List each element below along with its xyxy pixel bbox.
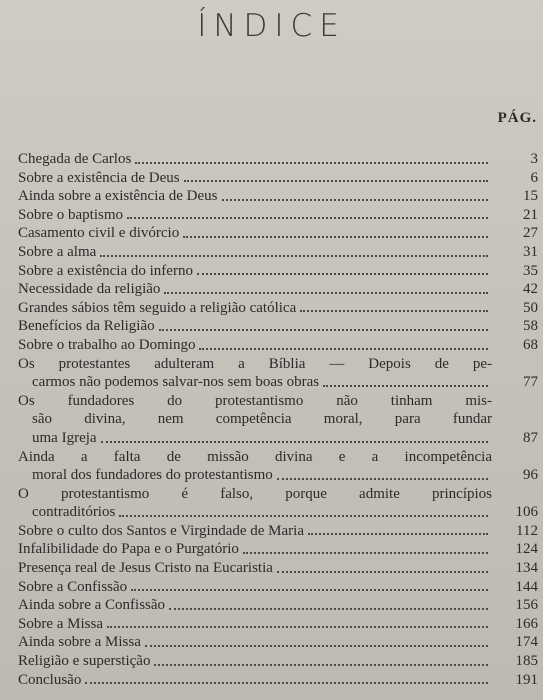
toc-entry-text: Ainda sobre a existência de Deus <box>18 188 218 205</box>
toc-entry-line <box>18 392 492 411</box>
toc-page-number: 15 <box>523 188 538 205</box>
toc-page-number: 77 <box>523 374 538 391</box>
toc-entry-title <box>18 652 492 671</box>
toc-entry-title <box>18 262 492 281</box>
table-of-contents <box>18 150 538 689</box>
toc-entry <box>18 522 538 541</box>
dot-leader <box>197 273 488 275</box>
toc-entry-text: O protestantismo é falso, porque admite princípios <box>18 485 492 502</box>
toc-entry-text: Necessidade da religião <box>18 281 161 298</box>
toc-entry <box>18 336 538 355</box>
toc-entry-text: moral dos fundadores do protestantismo <box>32 467 273 484</box>
toc-entry <box>18 299 538 318</box>
dot-leader <box>323 385 488 387</box>
dot-leader <box>119 515 488 517</box>
toc-page-number: 87 <box>523 429 538 446</box>
toc-entry-title <box>18 448 492 485</box>
toc-entry-text: Sobre o baptismo <box>18 206 123 223</box>
toc-entry-line <box>18 485 492 504</box>
toc-entry-text: Ainda sobre a Missa <box>18 634 141 651</box>
toc-page-number: 174 <box>515 634 538 651</box>
toc-entry-title <box>18 169 492 188</box>
toc-page-number: 106 <box>515 504 538 521</box>
toc-page-number: 96 <box>523 467 538 484</box>
toc-entry-text: Sobre a Missa <box>18 615 103 632</box>
toc-entry-title <box>18 206 492 225</box>
toc-entry-title <box>18 559 492 578</box>
dot-leader <box>85 682 488 684</box>
toc-entry-title <box>18 633 492 652</box>
dot-leader <box>145 645 488 647</box>
toc-entry-line <box>18 373 492 392</box>
toc-page-number: 58 <box>523 318 538 335</box>
toc-entry-text: carmos não podemos salvar-nos sem boas obras <box>32 374 320 391</box>
toc-entry <box>18 633 538 652</box>
toc-page-number: 156 <box>515 597 538 614</box>
toc-entry <box>18 317 538 336</box>
toc-entry <box>18 578 538 597</box>
toc-entry-text: uma Igreja <box>32 429 97 446</box>
dot-leader <box>164 292 488 294</box>
toc-entry-text: Sobre o trabalho ao Domingo <box>18 336 196 353</box>
toc-entry-title <box>18 224 492 243</box>
toc-entry-line <box>18 615 492 634</box>
toc-page-number: 68 <box>523 336 538 353</box>
toc-entry-text: contraditórios <box>32 504 116 521</box>
toc-entry-text: Sobre a Confissão <box>18 578 128 595</box>
toc-entry-line <box>18 410 492 429</box>
toc-entry-text: Grandes sábios têm seguido a religião católica <box>18 299 297 316</box>
toc-entry-line <box>18 224 492 243</box>
toc-entry-line <box>18 243 492 262</box>
dot-leader <box>199 348 488 350</box>
toc-page-number: 27 <box>523 225 538 242</box>
dot-leader <box>222 199 488 201</box>
toc-entry-line <box>18 466 492 485</box>
toc-entry-line <box>18 299 492 318</box>
toc-entry <box>18 448 538 485</box>
toc-entry-title <box>18 392 492 448</box>
toc-entry-line <box>18 429 492 448</box>
toc-page-number: 3 <box>530 151 538 167</box>
toc-page-number: 124 <box>515 541 538 558</box>
toc-page-number: 35 <box>523 262 538 279</box>
toc-entry-line <box>18 559 492 578</box>
toc-entry <box>18 355 538 392</box>
toc-entry-text: Ainda sobre a Confissão <box>18 597 166 614</box>
toc-entry-title <box>18 615 492 634</box>
toc-page-number: 6 <box>530 169 538 186</box>
toc-entry-title <box>18 596 492 615</box>
toc-entry <box>18 150 538 169</box>
dot-leader <box>184 180 488 182</box>
toc-entry-text: Ainda a falta de missão divina e a incompetência <box>18 448 492 465</box>
toc-entry-line <box>18 262 492 281</box>
toc-entry-line <box>18 448 492 467</box>
toc-entry <box>18 559 538 578</box>
dot-leader <box>131 589 488 591</box>
toc-entry-title <box>18 243 492 262</box>
toc-entry-line <box>18 503 492 522</box>
toc-page-number: 50 <box>523 299 538 316</box>
toc-page-number: 166 <box>515 615 538 632</box>
toc-entry-title <box>18 578 492 597</box>
dot-leader <box>277 571 488 573</box>
toc-entry-line <box>18 652 492 671</box>
dot-leader <box>300 310 488 312</box>
toc-entry-line <box>18 355 492 374</box>
toc-entry-line <box>18 280 492 299</box>
toc-entry-text: Infalibilidade do Papa e o Purgatório <box>18 541 239 558</box>
toc-page-number: 185 <box>515 653 538 670</box>
toc-entry-line <box>18 336 492 355</box>
toc-entry-title <box>18 299 492 318</box>
toc-entry-text: Os fundadores do protestantismo não tinham mis- <box>18 392 492 409</box>
dot-leader <box>308 533 488 535</box>
toc-entry-line <box>18 671 492 690</box>
toc-entry-title <box>18 187 492 206</box>
toc-entry <box>18 615 538 634</box>
toc-entry <box>18 280 538 299</box>
dot-leader <box>135 162 488 164</box>
toc-entry <box>18 540 538 559</box>
toc-entry-line <box>18 540 492 559</box>
toc-entry-text: Casamento civil e divórcio <box>18 225 180 242</box>
dot-leader <box>159 329 488 331</box>
toc-entry-line <box>18 206 492 225</box>
toc-entry <box>18 392 538 448</box>
toc-entry-line <box>18 317 492 336</box>
toc-entry <box>18 169 538 188</box>
dot-leader <box>154 664 488 666</box>
toc-entry-title <box>18 355 492 392</box>
toc-entry-title <box>18 336 492 355</box>
toc-entry-text: Sobre o culto dos Santos e Virgindade de Maria <box>18 522 304 539</box>
toc-entry-line <box>18 578 492 597</box>
toc-page-number: 42 <box>523 281 538 298</box>
dot-leader <box>100 255 488 257</box>
toc-entry <box>18 224 538 243</box>
toc-entry-text: Presença real de Jesus Cristo na Eucaristia <box>18 560 273 577</box>
toc-entry <box>18 262 538 281</box>
toc-entry-line <box>18 169 492 188</box>
toc-page-number: 134 <box>515 560 538 577</box>
dot-leader <box>101 441 488 443</box>
toc-entry <box>18 187 538 206</box>
dot-leader <box>277 478 488 480</box>
toc-entry-text: Sobre a alma <box>18 243 97 260</box>
toc-entry-text: são divina, nem competência moral, para fundar <box>32 411 492 428</box>
dot-leader <box>243 552 488 554</box>
dot-leader <box>107 626 488 628</box>
page-column-label: PÁG. <box>497 110 537 126</box>
toc-page-number: 112 <box>516 522 538 539</box>
toc-entry-title <box>18 540 492 559</box>
toc-entry <box>18 206 538 225</box>
toc-entry <box>18 485 538 522</box>
toc-entry-title <box>18 280 492 299</box>
toc-entry-text: Religião e superstição <box>18 653 151 670</box>
page-title: ÍNDICE <box>197 8 346 44</box>
toc-entry-text: Sobre a existência de Deus <box>18 169 180 186</box>
toc-entry-title <box>18 485 492 522</box>
toc-entry-line <box>18 522 492 541</box>
toc-entry-title <box>18 522 492 541</box>
toc-entry-text: Os protestantes adulteram a Bíblia — Depois de pe- <box>18 355 492 372</box>
toc-entry-line <box>18 150 492 169</box>
toc-entry-line <box>18 633 492 652</box>
toc-page-number: 31 <box>523 243 538 260</box>
toc-entry-line <box>18 187 492 206</box>
toc-entry <box>18 596 538 615</box>
toc-entry-text: Benefícios da Religião <box>18 318 155 335</box>
toc-entry-text: Sobre a existência do inferno <box>18 262 193 279</box>
toc-entry-title <box>18 150 492 169</box>
toc-entry-text: Conclusão <box>18 671 82 688</box>
dot-leader <box>169 608 488 610</box>
toc-page-number: 191 <box>515 671 538 688</box>
dot-leader <box>127 217 488 219</box>
toc-entry <box>18 652 538 671</box>
toc-entry-line <box>18 596 492 615</box>
toc-page-number: 21 <box>523 206 538 223</box>
toc-page-number: 144 <box>515 578 538 595</box>
dot-leader <box>183 236 488 238</box>
toc-entry <box>18 243 538 262</box>
toc-entry-text: Chegada de Carlos <box>18 151 132 167</box>
toc-entry <box>18 671 538 690</box>
toc-entry-title <box>18 317 492 336</box>
toc-entry-title <box>18 671 492 690</box>
